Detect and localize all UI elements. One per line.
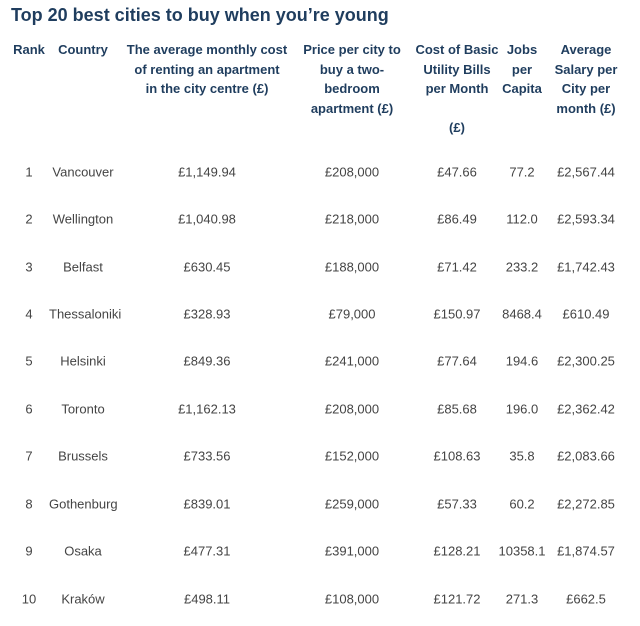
table-cell-utility: £85.68 <box>437 401 477 417</box>
column-header-line: of renting an apartment <box>134 61 280 77</box>
table-cell-rank: 10 <box>21 591 37 607</box>
column-header-line: per Month <box>425 81 489 96</box>
table-cell-rank: 8 <box>25 496 33 512</box>
table-cell-utility: £108.63 <box>433 448 481 464</box>
table-cell-rent: £733.56 <box>183 448 231 464</box>
table-cell-price: £259,000 <box>324 496 380 512</box>
column-header-line: apartment (£) <box>310 100 394 116</box>
column-header-line: Price per city to <box>303 42 401 57</box>
column-header-line: month (£) <box>556 100 616 116</box>
table-cell-rank: 4 <box>25 306 33 322</box>
table-cell-salary: £2,362.42 <box>557 401 615 417</box>
column-header-rent <box>119 40 295 99</box>
table-cell-utility: £57.33 <box>437 496 477 512</box>
column-header-utility <box>412 40 502 138</box>
column-header-line: Average <box>560 42 612 57</box>
table-cell-rank: 9 <box>25 543 33 559</box>
table-cell-price: £208,000 <box>324 164 380 180</box>
column-header-rank <box>9 40 49 60</box>
column-header-line: Capita <box>502 81 542 96</box>
table-cell-salary: £2,083.66 <box>557 448 615 464</box>
table-cell-price: £208,000 <box>324 401 380 417</box>
table-cell-utility: £86.49 <box>437 211 477 227</box>
table-cell-jobs: 196.0 <box>505 401 539 417</box>
column-header-line <box>412 99 502 119</box>
column-header-line: Salary per <box>554 61 618 77</box>
table-cell-utility: £77.64 <box>437 353 477 369</box>
table-cell-rent: £1,040.98 <box>178 211 236 227</box>
column-header-line: bedroom <box>324 81 380 96</box>
column-header-line: Cost of Basic <box>415 42 499 57</box>
table-cell-salary: £1,742.43 <box>557 259 615 275</box>
table-cell-price: £152,000 <box>324 448 380 464</box>
table-cell-jobs: 8468.4 <box>502 306 542 322</box>
column-header-line: Rank <box>13 42 45 57</box>
table-cell-jobs: 194.6 <box>505 353 539 369</box>
table-cell-jobs: 233.2 <box>505 259 539 275</box>
table-cell-country: Kraków <box>61 591 105 607</box>
table-cell-country: Belfast <box>63 259 103 275</box>
table-cell-rank: 7 <box>25 448 33 464</box>
table-cell-salary: £2,300.25 <box>557 353 615 369</box>
column-header-line: per <box>511 61 533 77</box>
table-cell-rent: £839.01 <box>183 496 231 512</box>
table-cell-rent: £498.11 <box>183 591 231 607</box>
table-cell-salary: £2,272.85 <box>557 496 615 512</box>
table-cell-jobs: 77.2 <box>509 164 535 180</box>
column-header-price <box>298 40 406 118</box>
table-cell-utility: £71.42 <box>437 259 477 275</box>
table-cell-price: £79,000 <box>328 306 376 322</box>
table-cell-rent: £1,162.13 <box>178 401 236 417</box>
column-header-jobs <box>498 40 546 99</box>
table-cell-salary: £1,874.57 <box>557 543 615 559</box>
column-header-line: Jobs <box>506 42 538 57</box>
table-cell-jobs: 112.0 <box>506 211 538 227</box>
table-cell-country: Wellington <box>52 211 114 227</box>
table-cell-price: £108,000 <box>324 591 380 607</box>
table-cell-jobs: 35.8 <box>509 448 535 464</box>
column-header-line: The average monthly cost <box>126 42 288 57</box>
table-cell-rent: £630.45 <box>183 259 231 275</box>
table-cell-country: Vancouver <box>52 164 114 180</box>
table-cell-salary: £2,593.34 <box>557 211 615 227</box>
table-cell-rank: 3 <box>25 259 33 275</box>
table-cell-rank: 1 <box>25 164 33 180</box>
table-cell-rank: 2 <box>25 211 33 227</box>
table-cell-country: Brussels <box>58 448 108 464</box>
table-cell-jobs: 10358.1 <box>498 543 546 559</box>
table-cell-country: Gothenburg <box>49 496 118 512</box>
table-cell-country: Osaka <box>64 543 102 559</box>
table-cell-salary: £2,567.44 <box>557 164 615 180</box>
table-cell-price: £188,000 <box>324 259 380 275</box>
column-header-country <box>49 40 117 60</box>
column-header-line: buy a two- <box>319 61 385 77</box>
page-title: Top 20 best cities to buy when you’re young <box>11 5 389 25</box>
table-cell-rank: 6 <box>25 401 33 417</box>
table-cell-salary: £610.49 <box>562 306 610 322</box>
table-cell-jobs: 60.2 <box>509 496 535 512</box>
table-cell-rent: £477.31 <box>183 543 231 559</box>
table-cell-country: Toronto <box>61 401 105 417</box>
table-cell-utility: £150.97 <box>433 306 481 322</box>
table-cell-country: Helsinki <box>60 353 106 369</box>
table-cell-rank: 5 <box>25 353 33 369</box>
column-header-line: City per <box>561 81 611 96</box>
table-cell-rent: £849.36 <box>183 353 231 369</box>
column-header-line: Country <box>58 42 108 57</box>
table-cell-utility: £128.21 <box>433 543 481 559</box>
table-cell-price: £241,000 <box>324 353 380 369</box>
column-header-line: in the city centre (£) <box>145 81 269 96</box>
table-cell-jobs: 271.3 <box>505 591 539 607</box>
table-cell-rent: £328.93 <box>183 306 231 322</box>
table-cell-rent: £1,149.94 <box>178 164 236 180</box>
table-cell-utility: £121.72 <box>433 591 481 607</box>
column-header-salary <box>548 40 624 118</box>
column-header-line: Utility Bills <box>423 61 491 77</box>
table-cell-price: £391,000 <box>324 543 380 559</box>
table-cell-salary: £662.5 <box>566 591 606 607</box>
table-cell-country: Thessaloniki <box>49 306 122 322</box>
table-cell-utility: £47.66 <box>437 164 477 180</box>
table-cell-price: £218,000 <box>324 211 380 227</box>
column-header-line: (£) <box>449 120 465 135</box>
